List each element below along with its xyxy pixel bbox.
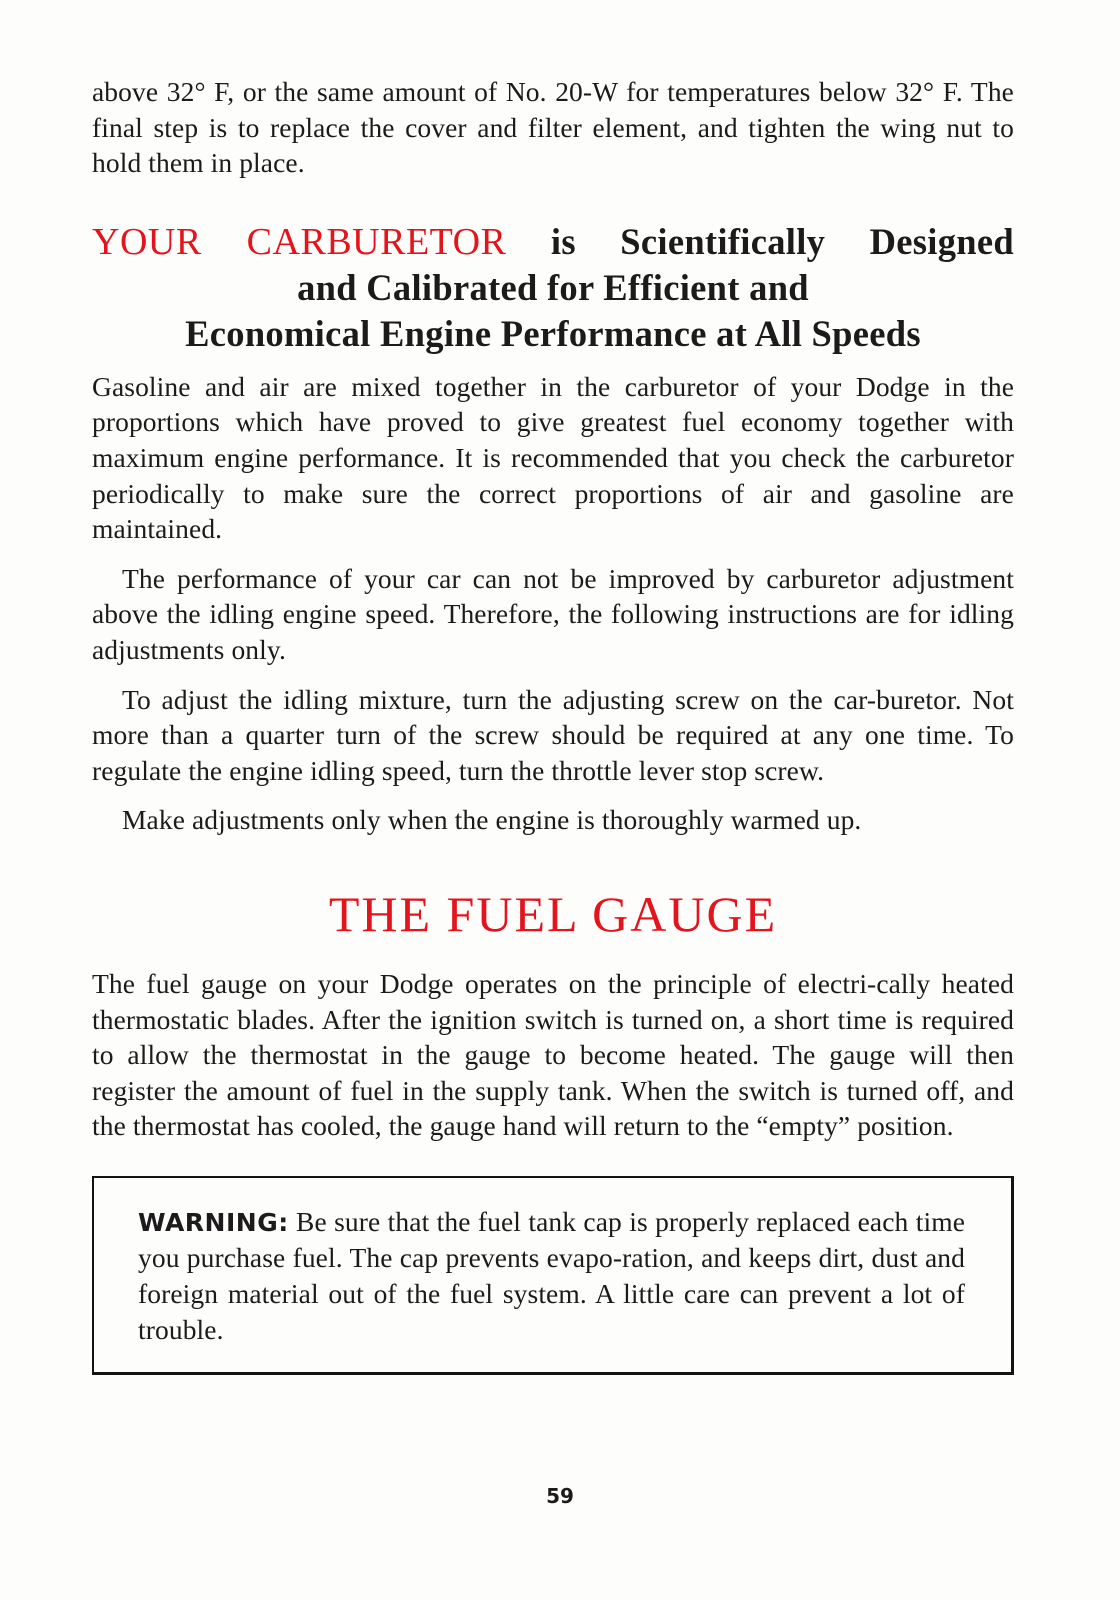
carburetor-paragraph-1: Gasoline and air are mixed together in the carburetor of your Dodge in the proportions which have proved to give greatest fuel economy together with maximum engine performance. It is recommended that you check the carburetor periodically to make sure the correct proportions of air and gasoline are maintained. [92,370,1014,545]
carburetor-heading-line-3: Economical Engine Performance at All Speeds [185,312,921,354]
warning-label: WARNING: [138,1207,289,1237]
carburetor-heading-line-2: and Calibrated for Efficient and [297,266,809,308]
carburetor-paragraph-3: To adjust the idling mixture, turn the adjusting screw on the car-buretor. Not more than a quarter turn of the screw should be required at any one time. To regulate the engine idling speed, turn the throttle lever stop screw. [92,683,1014,786]
fuel-gauge-paragraph: The fuel gauge on your Dodge operates on the principle of electri-cally heated thermostatic blades. After the ignition switch is turned on, a short time is required to allow the thermostat in the gauge to become heated. The gauge will then register the amount of fuel in the supply tank. When the switch is turned off, and the thermostat has cooled, the gauge hand will return to the “empty” position. [92,967,1014,1142]
intro-paragraph: above 32° F, or the same amount of No. 20-W for temperatures below 32° F. The final step is to replace the cover and filter element, and tighten the wing nut to hold them in place. [92,76,1014,179]
manual-page [92,74,1014,1375]
carburetor-heading [92,219,1014,357]
warning-box [92,1176,1014,1375]
fuel-gauge-title: THE FUEL GAUGE [328,885,778,942]
carburetor-paragraph-4: Make adjustments only when the engine is thoroughly warmed up. [122,804,862,836]
carburetor-paragraph-2: The performance of your car can not be improved by carburetor adjustment above the idling engine speed. Therefore, the following instructions are for idling adjustments only. [92,562,1014,665]
carburetor-heading-red: YOUR CARBURETOR [92,220,507,263]
warning-text [138,1204,965,1347]
carburetor-heading-line-1 [92,219,1014,265]
warning-body: Be sure that the fuel tank cap is properly replaced each time you purchase fuel. The cap prevents evapo-ration, and keeps dirt, dust and foreign material out of the fuel system. A little care can prevent a lot of trouble. [138,1205,965,1345]
carburetor-heading-line-1-rest: is Scientifically Designed [506,220,1014,262]
page-number: 59 [546,1484,574,1508]
